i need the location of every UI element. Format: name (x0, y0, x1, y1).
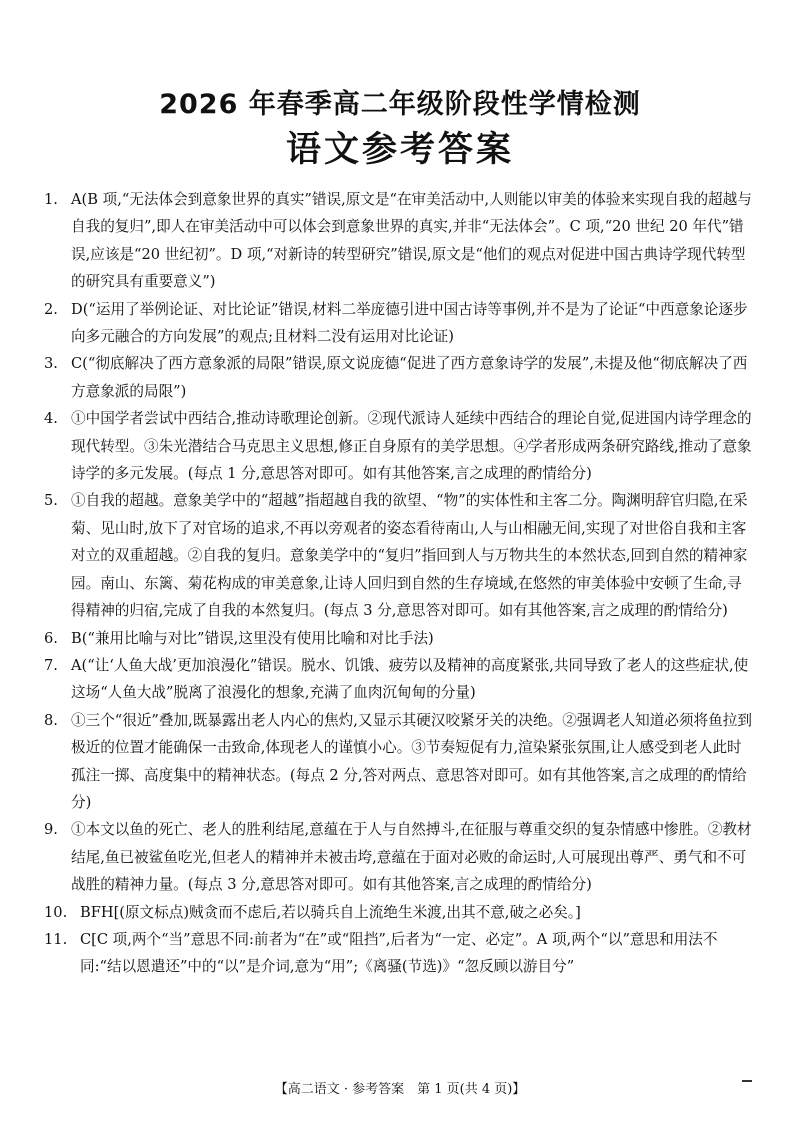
answer-item-4 (44, 405, 756, 487)
answer-text: D(“运用了举例论证、对比论证”错误,材料二举庞德引进中国古诗等事例,并不是为了论证“中西意象论逐步向多元融合的方向发展”的观点;且材料二没有运用对比论证) (71, 300, 748, 346)
answer-number: 9. (44, 821, 58, 839)
answer-item-9 (44, 816, 756, 898)
corner-mark (742, 1080, 752, 1082)
answer-number: 11. (44, 930, 68, 948)
answer-text: ①本文以鱼的死亡、老人的胜利结尾,意蕴在于人与自然搏斗,在征服与尊重交织的复杂情感中惨胜。②教材结尾,鱼已被鲨鱼吃光,但老人的精神并未被击垮,意蕴在于面对必败的命运时,人可展现出尊严、勇气和不可战胜的精神力量。(每点 3 分,意思答对即可。如有其他答案,言之成理的酌情给分) (71, 821, 752, 894)
answer-text: BFH[(原文标点)贼贪而不虑后,若以骑兵自上流绝生米渡,出其不意,破之必矣。] (80, 903, 581, 921)
answer-item-10 (44, 899, 756, 926)
answer-text: ①自我的超越。意象美学中的“超越”指超越自我的欲望、“物”的实体性和主客二分。陶渊明辞官归隐,在采菊、见山时,放下了对官场的追求,不再以旁观者的姿态看待南山,人与山相融无间,实现了对世俗自我和主客对立的双重超越。②自我的复归。意象美学中的“复归”指回到人与万物共生的本然状态,回到自然的精神家园。南山、东篱、菊花构成的审美意象,让诗人回归到自然的生存境域,在悠然的审美体验中安顿了生命,寻得精神的归宿,完成了自我的本然复归。(每点 3 分,意思答对即可。如有其他答案,言之成理的酌情给分) (71, 492, 748, 620)
page-footer: 【高二语文 · 参考答案 第 1 页(共 4 页)】 (274, 1082, 526, 1097)
answer-item-6 (44, 625, 756, 652)
answer-text: ①三个“很近”叠加,既暴露出老人内心的焦灼,又显示其硬汉咬紧牙关的决绝。②强调老人知道必须将鱼拉到极近的位置才能确保一击致命,体现老人的谨慎小心。③节奏短促有力,渲染紧张氛围,让人感受到老人此时孤注一掷、高度集中的精神状态。(每点 2 分,答对两点、意思答对即可。如有其他答案,言之成理的酌情给分) (71, 711, 752, 811)
answer-number: 7. (44, 656, 58, 674)
answer-number: 1. (44, 191, 58, 208)
answer-item-11 (44, 926, 756, 981)
answer-item-5 (44, 487, 756, 624)
answer-number: 4. (44, 410, 58, 428)
document-title: 2026 年春季高二年级阶段性学情检测 (159, 89, 641, 120)
answer-list (44, 186, 756, 981)
answer-item-3 (44, 350, 756, 405)
answer-text: ①中国学者尝试中西结合,推动诗歌理论创新。②现代派诗人延续中西结合的理论自觉,促进国内诗学理念的现代转型。③朱光潜结合马克思主义思想,修正自身原有的美学思想。④学者形成两条研究路线,推动了意象诗学的多元发展。(每点 1 分,意思答对即可。如有其他答案,言之成理的酌情给分) (71, 410, 752, 483)
answer-number: 5. (44, 492, 58, 510)
answer-number: 8. (44, 711, 58, 729)
answer-item-7 (44, 652, 756, 707)
answer-text: C(“彻底解决了西方意象派的局限”错误,原文说庞德“促进了西方意象诗学的发展”,未提及他“彻底解决了西方意象派的局限”) (71, 355, 748, 400)
answer-text: A(B 项,“无法体会到意象世界的真实”错误,原文是“在审美活动中,人则能以审美的体验来实现自我的超越与自我的复归”,即人在审美活动中可以体会到意象世界的真实,并非“无法体会”。C 项,“20 世纪 20 年代”错误,应该是“20 世纪初”。D 项,“对新诗的转型研究”错误,原文是“他们的观点对促进中国古典诗学现代转型的研究具有重要意义”) (71, 191, 752, 291)
answer-text: A(“让‘人鱼大战’更加浪漫化”错误。脱水、饥饿、疲劳以及精神的高度紧张,共同导致了老人的这些症状,使这场“人鱼大战”脱离了浪漫化的想象,充满了血肉沉甸甸的分量) (71, 656, 749, 702)
answer-item-2 (44, 296, 756, 351)
document-subtitle: 语文参考答案 (285, 130, 514, 170)
answer-number: 3. (44, 355, 58, 373)
answer-item-8 (44, 707, 756, 817)
answer-number: 2. (44, 300, 58, 318)
answer-text: C[C 项,两个“当”意思不同:前者为“在”或“阻挡”,后者为“一定、必定”。A 项,两个“以”意思和用法不同:“结以恩遣还”中的“以”是介词,意为“用”;《离骚(节选)》“忽反顾以游目兮” (80, 930, 718, 976)
answer-text: B(“兼用比喻与对比”错误,这里没有使用比喻和对比手法) (71, 629, 434, 647)
answer-item-1 (44, 186, 756, 296)
answer-number: 6. (44, 629, 58, 647)
answer-number: 10. (44, 903, 68, 921)
